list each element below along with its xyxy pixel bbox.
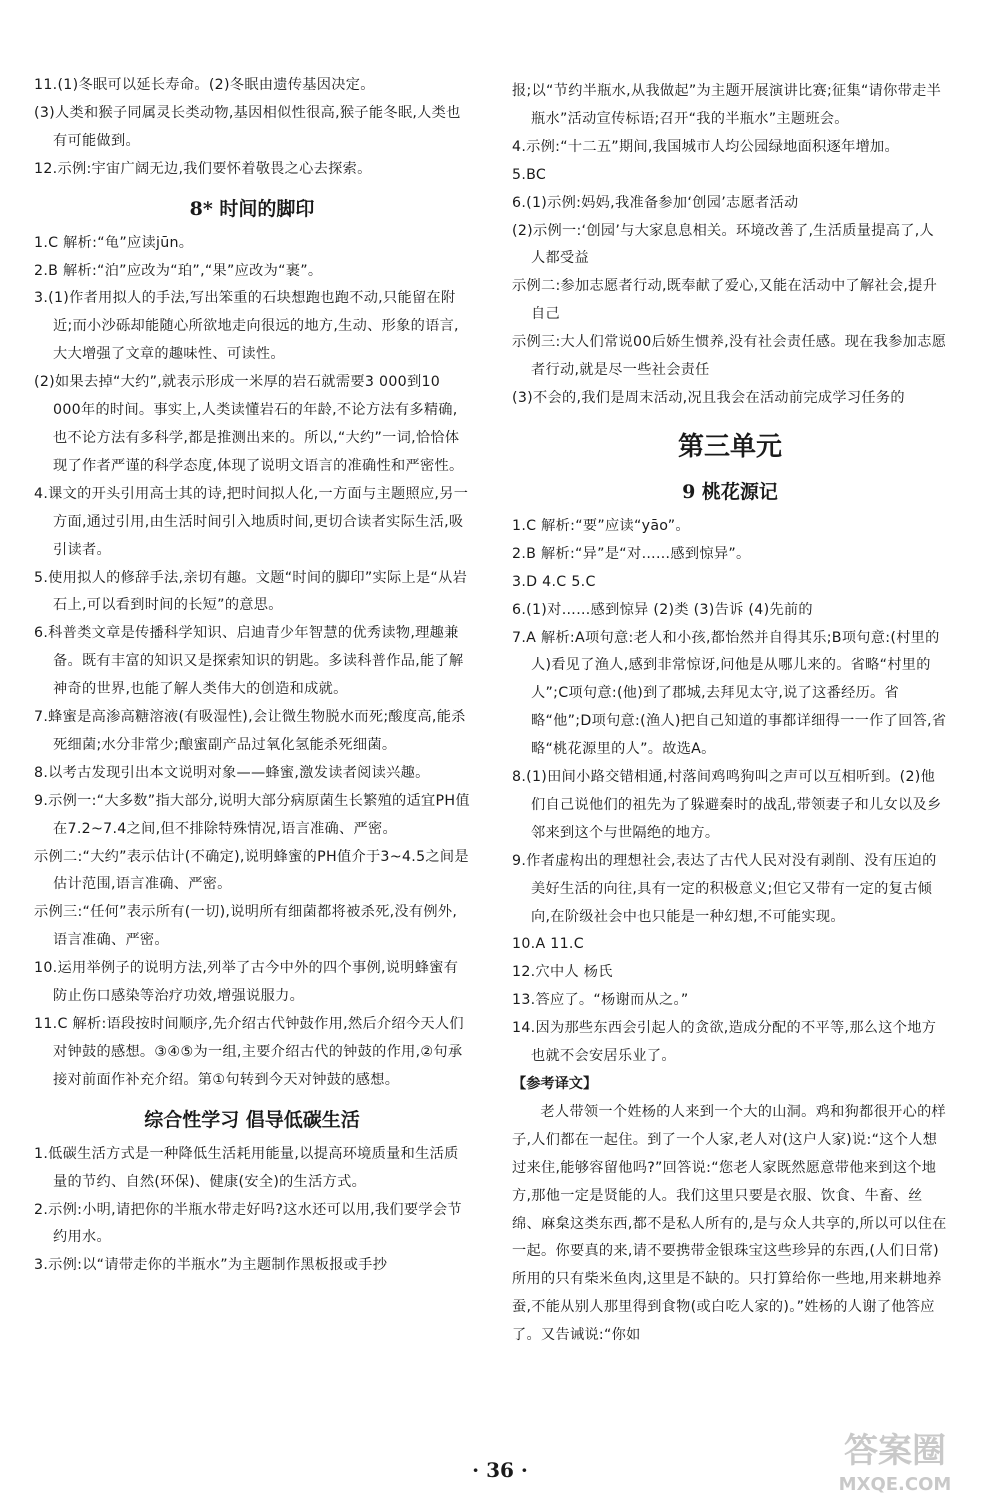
page-number: · 36 ·	[472, 1458, 528, 1482]
answer-item: (3)人类和猴子同属灵长类动物,基因相似性很高,猴子能冬眠,人类也有可能做到。	[34, 104, 461, 149]
answer-item: 13.答应了。“杨谢而从之。”	[512, 992, 689, 1009]
answer-item: 示例二:“大约”表示估计(不确定),说明蜂蜜的PH值介于3~4.5之间是估计范围,语言准确、严密。	[34, 848, 469, 893]
watermark-logo-text: 答案圈	[844, 1431, 946, 1471]
section-title-comprehensive-study: 综合性学习 倡导低碳生活	[144, 1108, 360, 1131]
answer-item: 示例三:大人们常说00后娇生惯养,没有社会责任感。现在我参加志愿者行动,就是尽一些社会责任	[512, 334, 947, 379]
answer-item: 1.C 解析:“龟”应读jūn。	[34, 234, 194, 251]
section-title-lesson-9: 9 桃花源记	[682, 480, 778, 503]
answer-item: 8.(1)田间小路交错相通,村落间鸡鸣狗叫之声可以互相听到。(2)他们自己说他们的祖先为了躲避秦时的战乱,带领妻子和儿女以及乡邻来到这个与世隔绝的地方。	[512, 769, 942, 841]
answer-item: 8.以考古发现引出本文说明对象——蜂蜜,激发读者阅读兴趣。	[34, 764, 430, 781]
answer-item: 3.示例:以“请带走你的半瓶水”为主题制作黑板报或手抄	[34, 1257, 388, 1274]
reference-translation-label: 【参考译文】	[512, 1076, 598, 1092]
lesson-9-answers	[512, 513, 948, 1071]
left-column	[34, 72, 470, 1280]
answer-item: (3)不会的,我们是周末活动,况且我会在活动前完成学习任务的	[512, 389, 905, 406]
answer-item: 6.(1)示例:妈妈,我准备参加‘创园’志愿者活动	[512, 194, 799, 211]
answer-item: 5.使用拟人的修辞手法,亲切有趣。文题“时间的脚印”实际上是“从岩石上,可以看到时间的长短”的意思。	[34, 569, 468, 614]
comprehensive-study-answers	[34, 1141, 470, 1281]
answer-item: 14.因为那些东西会引起人的贪欲,造成分配的不平等,那么这个地方也就不会安居乐业了。	[512, 1020, 937, 1065]
answer-item: 4.课文的开头引用高士其的诗,把时间拟人化,一方面与主题照应,另一方面,通过引用,由生活时间引入地质时间,更切合读者实际生活,吸引读者。	[34, 485, 469, 558]
answer-item: 10.A 11.C	[512, 936, 584, 953]
answer-item: 报;以“节约半瓶水,从我做起”为主题开展演讲比赛;征集“请你带走半瓶水”活动宣传标语;召开“我的半瓶水”主题班会。	[512, 83, 942, 127]
page-number-value: 36	[486, 1458, 514, 1482]
answer-item: 10.运用举例子的说明方法,列举了古今中外的四个事例,说明蜂蜜有防止伤口感染等治疗功效,增强说服力。	[34, 960, 459, 1005]
watermark-url-text: MXQE.COM	[838, 1474, 952, 1495]
answer-item: 3.D 4.C 5.C	[512, 573, 596, 590]
section-title-lesson-8: 8* 时间的脚印	[189, 197, 315, 220]
answer-item: 示例二:参加志愿者行动,既奉献了爱心,又能在活动中了解社会,提升自己	[512, 278, 938, 323]
answer-item: 7.蜂蜜是高渗高糖溶液(有吸湿性),会让微生物脱水而死;酸度高,能杀死细菌;水分非常少;酿蜜副产品过氧化氢能杀死细菌。	[34, 709, 466, 753]
answer-item: 2.B 解析:“异”是“对……感到惊异”。	[512, 545, 751, 562]
answer-item: 1.低碳生活方式是一种降低生活耗用能量,以提高环境质量和生活质量的节约、自然(环保)、健康(安全)的生活方式。	[34, 1145, 459, 1190]
answer-item: 12.示例:宇宙广阔无边,我们要怀着敬畏之心去探索。	[34, 160, 372, 177]
answer-item: (2)示例一:‘创园’与大家息息相关。环境改善了,生活质量提高了,人人都受益	[512, 222, 934, 267]
right-column	[512, 78, 948, 1350]
lesson-8-answers	[34, 230, 470, 1095]
answer-item: 11.C 解析:语段按时间顺序,先介绍古代钟鼓作用,然后介绍今天人们对钟鼓的感想。③④⑤为一组,主要介绍古代的钟鼓的作用,②句承接对前面作补充介绍。第①句转到今天对钟鼓的感想。	[34, 1016, 464, 1088]
answer-item: (2)如果去掉“大约”,就表示形成一米厚的岩石就需要3 000到10 000年的时间。事实上,人类读懂岩石的年龄,不论方法有多精确,也不论方法有多科学,都是推测出来的。所以,“大约”一词,恰恰体现了作者严谨的科学态度,体现了说明文语言的准确性和严密性。	[34, 374, 464, 474]
answer-item: 11.(1)冬眠可以延长寿命。(2)冬眠由遗传基因决定。	[34, 77, 375, 93]
answer-item: 4.示例:“十二五”期间,我国城市人均公园绿地面积逐年增加。	[512, 138, 900, 155]
answer-item: 7.A 解析:A项句意:老人和小孩,都怡然并自得其乐;B项句意:(村里的人)看见了渔人,感到非常惊讶,问他是从哪儿来的。省略“村里的人”;C项句意:(他)到了郡城,去拜见太守,说了这番经历。省略“他”;D项句意:(渔人)把自己知道的事都详细得一一作了回答,省略“桃花源里的人”。故选A。	[512, 629, 947, 758]
answer-item: 9.示例一:“大多数”指大部分,说明大部分病原菌生长繁殖的适宜PH值在7.2~7.4之间,但不排除特殊情况,语言准确、严密。	[34, 792, 470, 837]
comprehensive-study-answers-continued	[512, 78, 948, 413]
answer-item: 5.BC	[512, 166, 547, 183]
answer-item: 6.(1)对……感到惊异 (2)类 (3)告诉 (4)先前的	[512, 601, 813, 618]
answer-item: 示例三:“任何”表示所有(一切),说明所有细菌都将被杀死,没有例外,语言准确、严密。	[34, 904, 458, 949]
watermark-logo	[810, 1420, 980, 1500]
answer-item: 1.C 解析:“要”应读“yāo”。	[512, 517, 690, 534]
answer-item: 12.穴中人 杨氏	[512, 964, 613, 981]
answer-item: 9.作者虚构出的理想社会,表达了古代人民对没有剥削、没有压迫的美好生活的向往,具有一定的积极意义;但它又带有一定的复古倾向,在阶级社会中也只能是一种幻想,不可能实现。	[512, 852, 937, 925]
left-top-items	[34, 72, 470, 184]
answer-item: 3.(1)作者用拟人的手法,写出笨重的石块想跑也跑不动,只能留在附近;而小沙砾却能随心所欲地走向很远的地方,生动、形象的语言,大大增强了文章的趣味性、可读性。	[34, 290, 459, 363]
answer-item: 2.示例:小明,请把你的半瓶水带走好吗?这水还可以用,我们要学会节约用水。	[34, 1201, 462, 1246]
answer-item: 6.科普类文章是传播科学知识、启迪青少年智慧的优秀读物,理趣兼备。既有丰富的知识又是探索知识的钥匙。多读科普作品,能了解神奇的世界,也能了解人类伟大的创造和成就。	[34, 625, 464, 698]
answer-item: 2.B 解析:“泊”应改为“珀”,“果”应改为“裹”。	[34, 262, 323, 279]
reference-translation-text: 老人带领一个姓杨的人来到一个大的山洞。鸡和狗都很开心的样子,人们都在一起住。到了一个人家,老人对(这户人家)说:“这个人想过来住,能够容留他吗?”回答说:“您老人家既然愿意带他来到这个地方,那他一定是贤能的人。我们这里只要是衣服、饮食、牛畜、丝绵、麻枲这类东西,都不是私人所有的,是与众人共享的,所以可以住在一起。你要真的来,请不要携带金银珠宝这些珍异的东西,(人们日常)所用的只有柴米鱼肉,这里是不缺的。只打算给你一些地,用来耕地养蚕,不能从别人那里得到食物(或白吃人家的)。”姓杨的人谢了他答应了。又告诫说:“你如	[512, 1103, 947, 1344]
unit-title: 第三单元	[677, 431, 782, 462]
